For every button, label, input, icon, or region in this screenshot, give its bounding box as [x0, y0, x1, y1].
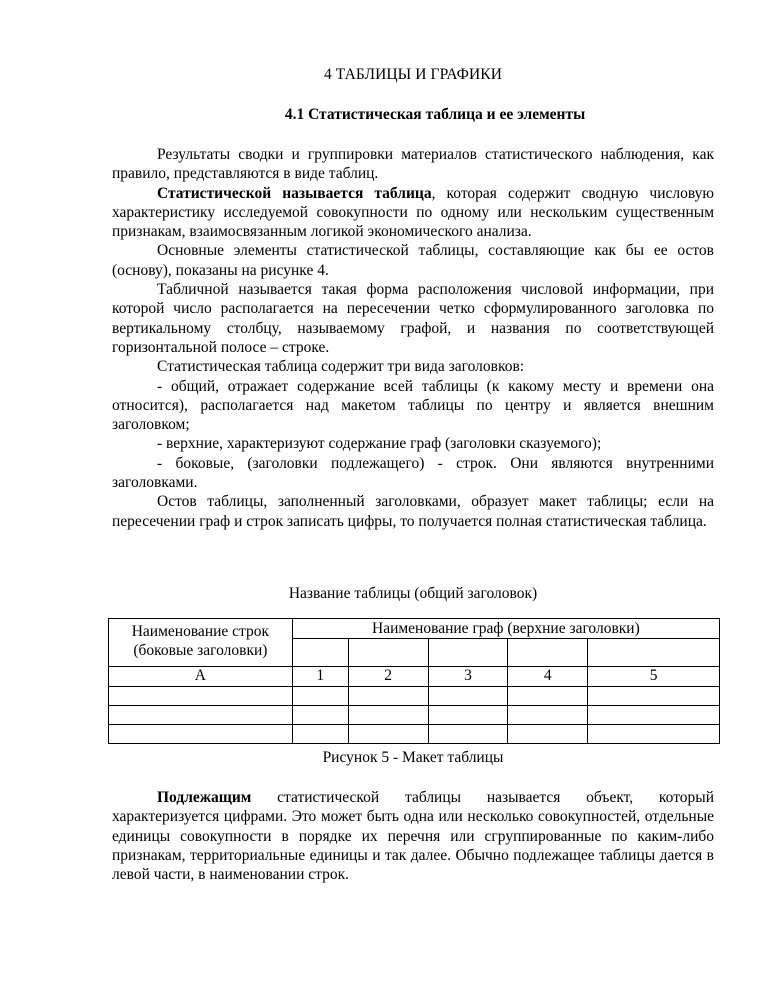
table-cell — [588, 687, 720, 706]
table-row — [109, 725, 720, 744]
paragraph-3: Основные элементы статистической таблицы, составляющие как бы ее остов (основу), показаны на рисунке 4. — [112, 242, 714, 279]
figure-caption: Рисунок 5 - Макет таблицы — [322, 749, 504, 766]
column-header-cell: Наименование граф (верхние заголовки) — [292, 619, 719, 639]
column-number-cell: 4 — [508, 667, 588, 687]
table-cell — [588, 725, 720, 744]
bold-term: Подлежащим — [157, 789, 252, 806]
paragraph-1: Результаты сводки и группировки материалов статистического наблюдения, как правило, представляются в виде таблиц. — [112, 146, 714, 183]
table-cell — [292, 706, 348, 725]
table-cell — [428, 687, 508, 706]
column-number-cell: 2 — [348, 667, 428, 687]
table-cell — [508, 687, 588, 706]
paragraph-9: Остов таблицы, заполненный заголовками, образует макет таблицы; если на пересечении граф и строк записать цифры, то получается полная статистическая таблица. — [112, 493, 714, 530]
column-number-cell: 5 — [588, 667, 720, 687]
table-cell — [508, 725, 588, 744]
column-number-cell: 1 — [292, 667, 348, 687]
table-cell — [292, 725, 348, 744]
paragraph-10 — [112, 788, 714, 884]
header-subcell — [428, 639, 508, 667]
table-cell — [428, 706, 508, 725]
table-row — [109, 687, 720, 706]
paragraph-5: Статистическая таблица содержит три вида заголовков: — [157, 358, 525, 376]
table-cell — [508, 706, 588, 725]
table-cell — [109, 725, 293, 744]
paragraph-4: Табличной называется такая форма расположения числовой информации, при которой число располагается на пересечении четко сформулированного заголовка по вертикальному столбцу, называемому графой, и названия по соответствующей горизонтальной полосе – строке. — [112, 281, 714, 356]
column-number-cell: 3 — [428, 667, 508, 687]
paragraph-6: - общий, отражает содержание всей таблицы (к какому месту и времени она относится), располагается над макетом таблицы по центру и является внешним заголовком; — [112, 377, 714, 434]
table-cell — [428, 725, 508, 744]
chapter-title: 4 ТАБЛИЦЫ И ГРАФИКИ — [323, 66, 503, 83]
paragraph-2 — [112, 184, 714, 242]
table-cell — [348, 706, 428, 725]
paragraph-10-text: статистической таблицы называется объект, который характеризуется цифрами. Это может быть одна или несколько совокупностей, отдельные единицы совокупности в порядке их перечня или сгруппированные по каким-либо признакам, территориальные единицы и так далее. Обычно подлежащее таблицы дается в левой части, в наименовании строк. — [112, 789, 714, 884]
table-row — [109, 706, 720, 725]
paragraph-7: - верхние, характеризуют содержание граф (заголовки сказуемого); — [157, 435, 602, 453]
table-cell — [348, 725, 428, 744]
table-cell — [109, 687, 293, 706]
paragraph-8: - боковые, (заголовки подлежащего) - строк. Они являются внутренними заголовками. — [112, 454, 714, 492]
table-title-caption: Название таблицы (общий заголовок) — [288, 585, 538, 602]
body-text-upper — [112, 145, 714, 531]
section-title: 4.1 Статистическая таблица и ее элементы — [284, 106, 586, 123]
header-subcell — [292, 639, 348, 667]
table-cell — [109, 706, 293, 725]
paragraph-2-text: , которая содержит сводную числовую характеристику исследуемой совокупности по одному или нескольким существенным признакам, взаимосвязанным логикой экономического анализа. — [112, 184, 714, 241]
header-subcell — [588, 639, 720, 667]
header-subcell — [348, 639, 428, 667]
table-layout — [108, 618, 720, 744]
header-subcell — [508, 639, 588, 667]
table-cell — [588, 706, 720, 725]
row-header-cell: Наименование строк (боковые заголовки) — [109, 619, 293, 667]
table-cell — [348, 687, 428, 706]
table-cell — [292, 687, 348, 706]
row-label-cell: А — [109, 667, 293, 687]
body-text-lower — [112, 788, 714, 884]
bold-term: Статистической называется таблица — [157, 184, 432, 202]
